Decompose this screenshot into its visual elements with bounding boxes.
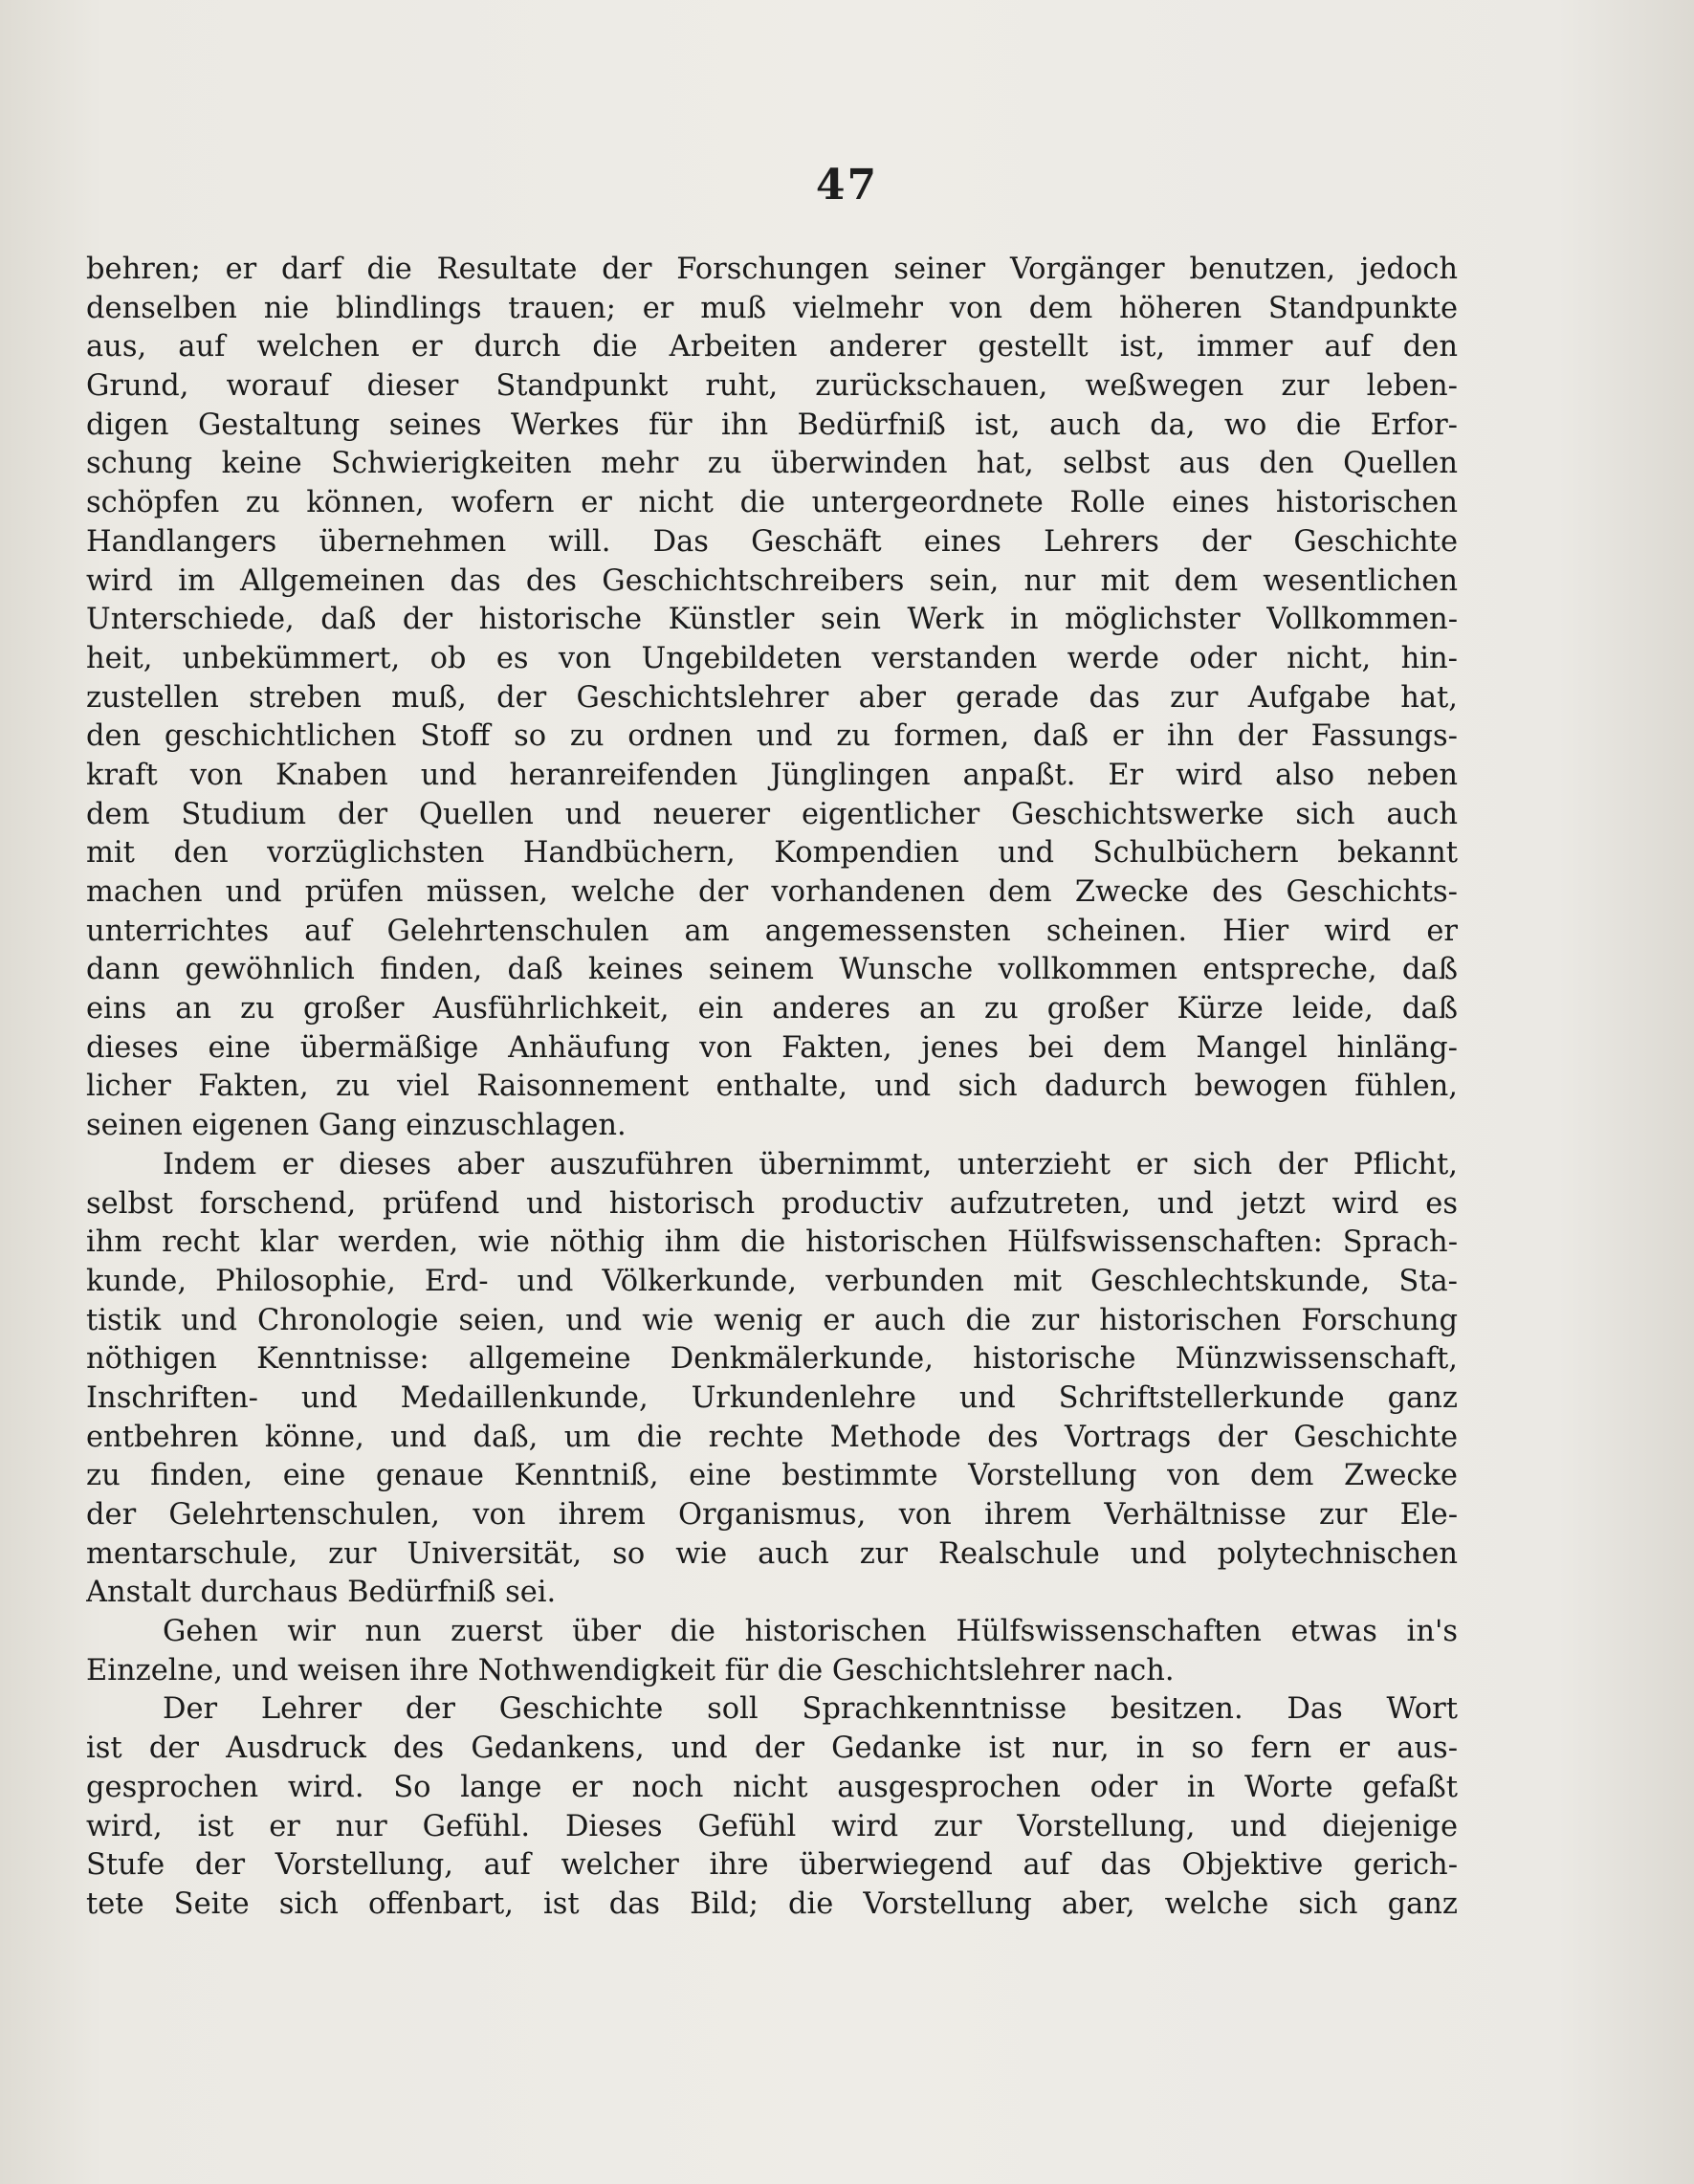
text-line: kunde, Philosophie, Erd- und Völkerkunde, verbunden mit Geschlechtskunde, Sta- (86, 1264, 1458, 1298)
text-line: den geschichtlichen Stoff so zu ordnen und zu formen, daß er ihn der Fassungs- (86, 719, 1458, 754)
text-line: Gehen wir nun zuerst über die historischen Hülfswissenschaften etwas in's (163, 1615, 1458, 1649)
text-line: zu finden, eine genaue Kenntniß, eine bestimmte Vorstellung von dem Zwecke (86, 1459, 1458, 1493)
text-line: entbehren könne, und daß, um die rechte Methode des Vortrags der Geschichte (86, 1420, 1458, 1454)
text-line: schöpfen zu können, wofern er nicht die untergeordnete Rolle eines historischen (86, 486, 1458, 520)
text-line: Stufe der Vorstellung, auf welcher ihre überwiegend auf das Objektive gerich- (86, 1848, 1458, 1883)
text-line: Indem er dieses aber auszuführen übernimmt, unterzieht er sich der Pflicht, (163, 1147, 1458, 1181)
text-line: Handlangers übernehmen will. Das Geschäft eines Lehrers der Geschichte (86, 524, 1458, 559)
text-line: eins an zu großer Ausführlichkeit, ein anderes an zu großer Kürze leide, daß (86, 992, 1458, 1026)
text-line: wird im Allgemeinen das des Geschichtschreibers sein, nur mit dem wesentlichen (86, 563, 1458, 598)
text-line: Inschriften- und Medaillenkunde, Urkundenlehre und Schriftstellerkunde ganz (86, 1380, 1458, 1415)
text-line: zustellen streben muß, der Geschichtslehrer aber gerade das zur Aufgabe hat, (86, 680, 1458, 715)
text-line: dieses eine übermäßige Anhäufung von Fakten, jenes bei dem Mangel hinläng- (86, 1030, 1458, 1065)
text-line: der Gelehrtenschulen, von ihrem Organismus, von ihrem Verhältnisse zur Ele- (86, 1498, 1458, 1532)
text-line: Der Lehrer der Geschichte soll Sprachkenntnisse besitzen. Das Wort (163, 1692, 1458, 1727)
text-line: Einzelne, und weisen ihre Nothwendigkeit für die Geschichtslehrer nach. (86, 1653, 1175, 1688)
text-line: gesprochen wird. So lange er noch nicht ausgesprochen oder in Worte gefaßt (86, 1770, 1458, 1804)
text-line: aus, auf welchen er durch die Arbeiten anderer gestellt ist, immer auf den (86, 330, 1458, 364)
text-line: nöthigen Kenntnisse: allgemeine Denkmälerkunde, historische Münzwissenschaft, (86, 1342, 1458, 1377)
text-line: kraft von Knaben und heranreifenden Jünglingen anpaßt. Er wird also neben (86, 758, 1458, 792)
text-line: digen Gestaltung seines Werkes für ihn Bedürfniß ist, auch da, wo die Erfor- (86, 408, 1458, 442)
text-line: licher Fakten, zu viel Raisonnement enthalte, und sich dadurch bewogen fühlen, (86, 1070, 1458, 1104)
text-line: Unterschiede, daß der historische Künstler sein Werk in möglichster Vollkommen- (86, 603, 1458, 637)
text-line: seinen eigenen Gang einzuschlagen. (86, 1109, 627, 1143)
text-line: ihm recht klar werden, wie nöthig ihm die historischen Hülfswissenschaften: Sprach- (86, 1225, 1458, 1260)
page-number: 47 (815, 161, 879, 210)
text-line: Grund, worauf dieser Standpunkt ruht, zurückschauen, weßwegen zur leben- (86, 369, 1458, 404)
text-line: wird, ist er nur Gefühl. Dieses Gefühl wird zur Vorstellung, und diejenige (86, 1809, 1458, 1843)
text-line: tete Seite sich offenbart, ist das Bild; die Vorstellung aber, welche sich ganz (86, 1886, 1458, 1921)
text-line: mentarschule, zur Universität, so wie auch zur Realschule und polytechnischen (86, 1536, 1458, 1571)
text-line: mit den vorzüglichsten Handbüchern, Kompendien und Schulbüchern bekannt (86, 836, 1458, 871)
body-text (86, 251, 1458, 1925)
text-line: behren; er darf die Resultate der Forschungen seiner Vorgänger benutzen, jedoch (86, 253, 1458, 286)
text-line: tistik und Chronologie seien, und wie wenig er auch die zur historischen Forschung (86, 1303, 1458, 1337)
text-line: dem Studium der Quellen und neuerer eigentlicher Geschichtswerke sich auch (86, 797, 1458, 831)
text-line: machen und prüfen müssen, welche der vorhandenen dem Zwecke des Geschichts- (86, 875, 1458, 909)
text-line: schung keine Schwierigkeiten mehr zu überwinden hat, selbst aus den Quellen (86, 447, 1458, 481)
text-line: unterrichtes auf Gelehrtenschulen am angemessensten scheinen. Hier wird er (86, 914, 1458, 948)
text-line: dann gewöhnlich finden, daß keines seinem Wunsche vollkommen entspreche, daß (86, 953, 1458, 987)
text-line: denselben nie blindlings trauen; er muß vielmehr von dem höheren Standpunkte (86, 291, 1458, 325)
text-line: ist der Ausdruck des Gedankens, und der Gedanke ist nur, in so fern er aus- (86, 1732, 1458, 1766)
text-line: selbst forschend, prüfend und historisch productiv aufzutreten, und jetzt wird es (86, 1186, 1458, 1221)
text-line: heit, unbekümmert, ob es von Ungebildeten verstanden werde oder nicht, hin- (86, 641, 1458, 675)
text-line: Anstalt durchaus Bedürfniß sei. (86, 1576, 557, 1610)
